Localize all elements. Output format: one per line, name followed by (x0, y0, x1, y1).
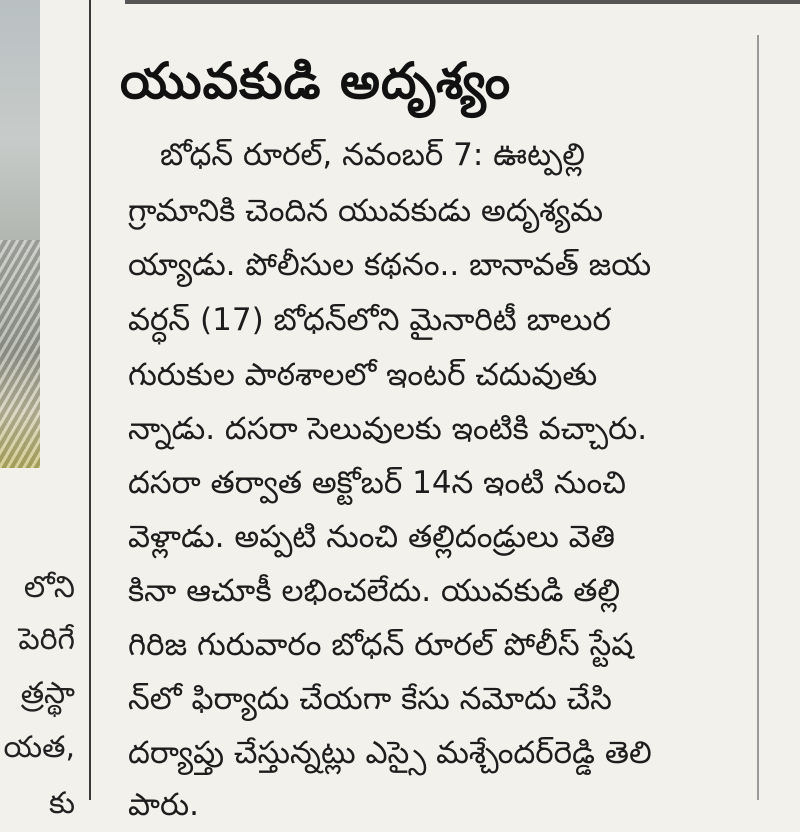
article-line-5: గురుకుల పాఠశాలలో ఇంటర్ చదువుతు (128, 357, 598, 393)
article-line-3: య్యాడు. పోలీసుల కథనం.. బానావత్ జయ (128, 247, 652, 283)
article-line-13: పారు. (128, 787, 199, 823)
adjacent-line-1: లోని (23, 570, 75, 605)
article-line-7: దసరా తర్వాత అక్టోబర్ 14న ఇంటి నుంచి (128, 465, 626, 501)
article-line-6: న్నాడు. దసరా సెలువులకు ఇంటికి వచ్చారు. (128, 411, 648, 447)
adjacent-line-2: పెరిగే (18, 622, 75, 657)
adjacent-line-3: త్రస్థా (20, 676, 75, 711)
article-line-2: గ్రామానికి చెందిన యువకుడు అదృశ్యమ (128, 193, 603, 229)
article-line-8: వెళ్లాడు. అప్పటి నుంచి తల్లిదండ్రులు వెతి (128, 519, 615, 555)
article-line-1: బోధన్ రూరల్, నవంబర్ 7: ఊట్పల్లి (160, 137, 585, 173)
article-line-11: న్‌లో ఫిర్యాదు చేయగా కేసు నమోదు చేసి (128, 681, 612, 717)
article-line-12: దర్యాప్తు చేస్తున్నట్లు ఎస్సై మశ్చేందర్‌రెడ్డి తెలి (128, 735, 652, 771)
article-headline: యువకుడి అదృశ్యం (120, 52, 512, 110)
article-line-10: గిరిజ గురువారం బోధన్ రూరల్ పోలీస్ స్టేష (128, 627, 634, 663)
adjacent-line-5: కు (48, 786, 75, 821)
article-line-9: కినా ఆచూకీ లభించలేదు. యువకుడి తల్లి (128, 573, 621, 609)
adjacent-line-4: యత, (3, 730, 75, 765)
article-line-4: వర్ధన్ (17) బోధన్‌లోని మైనారిటీ బాలుర (128, 302, 611, 338)
